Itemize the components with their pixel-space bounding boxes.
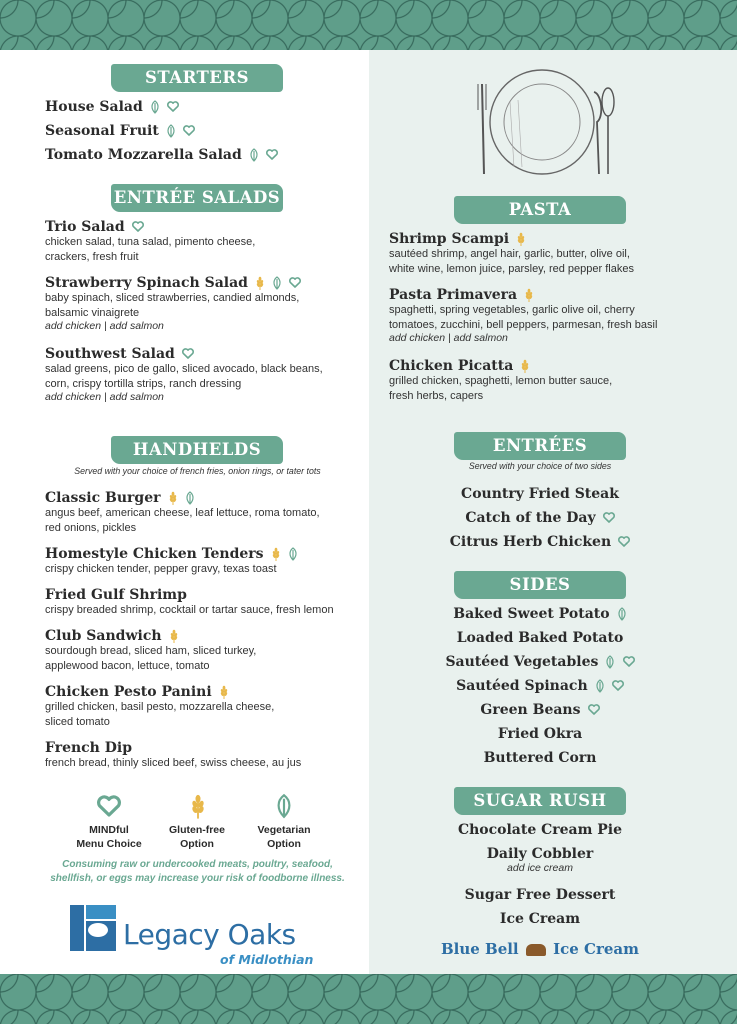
leaf-icon — [249, 148, 259, 162]
item-add-ons: add ice cream — [507, 862, 573, 874]
menu-item — [45, 625, 256, 673]
menu-item — [380, 651, 700, 670]
item-name: Ice Cream — [499, 911, 581, 927]
item-add-ons: add chicken | add salmon — [45, 391, 164, 403]
menu-item — [45, 120, 195, 139]
item-description: sautéed shrimp, angel hair, garlic, butter, olive oil, — [389, 248, 630, 260]
leaf-icon — [185, 491, 195, 505]
item-name: Country Fried Steak — [461, 486, 619, 502]
item-add-ons: add chicken | add salmon — [389, 332, 508, 344]
item-name: Sautéed Spinach — [456, 678, 588, 694]
menu-item — [380, 908, 700, 927]
wheat-icon — [524, 288, 534, 302]
item-name: Chicken Pesto Panini — [45, 684, 212, 700]
item-description: sourdough bread, sliced ham, sliced turkey, — [45, 645, 257, 657]
heart-icon — [289, 277, 301, 288]
heart-icon — [183, 125, 195, 136]
item-description: red onions, pickles — [45, 521, 137, 534]
item-name: Baked Sweet Potato — [453, 606, 610, 622]
wheat-icon — [516, 232, 526, 246]
menu-item — [380, 603, 700, 622]
menu-item — [389, 284, 657, 344]
item-description: spaghetti, spring vegetables, garlic olive oil, cherry — [389, 304, 635, 316]
menu-item — [380, 723, 700, 742]
item-name: Pasta Primavera — [389, 287, 518, 303]
menu-item — [45, 737, 301, 771]
legend-label: Menu Choice — [76, 838, 142, 850]
heart-icon — [266, 149, 278, 160]
item-description: tomatoes, zucchini, bell peppers, parmesan, fresh basil — [389, 318, 658, 331]
item-name: Buttered Corn — [483, 750, 597, 766]
wheat-icon — [271, 547, 281, 561]
heart-icon — [182, 348, 194, 359]
leaf-icon — [605, 655, 615, 669]
wheat-icon — [219, 685, 229, 699]
menu-item — [380, 483, 700, 502]
item-description: baby spinach, sliced strawberries, candied almonds, — [45, 292, 300, 304]
item-description: crackers, fresh fruit — [45, 250, 139, 263]
menu-item — [380, 843, 700, 874]
legacy-oaks-logo-mark — [70, 905, 116, 951]
legend-label: Option — [267, 838, 301, 850]
menu-item — [380, 747, 700, 766]
menu-item — [380, 627, 700, 646]
legend-vegetarian — [239, 823, 329, 851]
blue-bell-text: Blue Bell — [440, 940, 519, 958]
item-name: Strawberry Spinach Salad — [45, 275, 248, 291]
menu-item — [45, 487, 320, 535]
starters-heading: STARTERS — [111, 64, 283, 92]
item-name: Southwest Salad — [45, 346, 175, 362]
item-name: Tomato Mozzarella Salad — [45, 147, 242, 163]
legend-label: MINDful — [89, 824, 129, 836]
item-name: Homestyle Chicken Tenders — [45, 546, 264, 562]
heart-icon — [132, 221, 144, 232]
entrees-note: Served with your choice of two sides — [468, 461, 612, 471]
menu-item — [45, 584, 334, 618]
item-name: Fried Gulf Shrimp — [45, 587, 187, 603]
handhelds-heading: HANDHELDS — [111, 436, 283, 464]
item-name: Shrimp Scampi — [389, 231, 510, 247]
item-name: Sautéed Vegetables — [445, 654, 599, 670]
item-name: Citrus Herb Chicken — [449, 534, 612, 550]
item-description: applewood bacon, lettuce, tomato — [45, 659, 210, 672]
menu-item — [45, 216, 255, 264]
menu-item — [45, 96, 179, 115]
heart-icon — [603, 512, 615, 523]
item-name: Daily Cobbler — [486, 846, 594, 862]
legend-label: Vegetarian — [257, 824, 311, 836]
menu-item — [380, 884, 700, 903]
heart-icon — [612, 680, 624, 691]
leaf-icon — [288, 547, 298, 561]
item-description: grilled chicken, spaghetti, lemon butter sauce, — [389, 375, 613, 387]
item-add-ons: add chicken | add salmon — [45, 320, 164, 332]
item-description: crispy chicken tender, pepper gravy, texas toast — [45, 563, 277, 575]
item-name: Sugar Free Dessert — [464, 887, 616, 903]
menu-item — [45, 272, 301, 332]
leaf-icon — [150, 100, 160, 114]
item-description: chicken salad, tuna salad, pimento cheese, — [45, 236, 256, 248]
menu-item — [45, 144, 278, 163]
item-description: sliced tomato — [45, 715, 110, 728]
entrees-heading: ENTRÉES — [454, 432, 626, 460]
heart-icon — [623, 656, 635, 667]
wheat-icon — [168, 491, 178, 505]
item-name: Catch of the Day — [465, 510, 596, 526]
leaf-icon — [595, 679, 605, 693]
item-name: House Salad — [45, 99, 143, 115]
item-description: crispy breaded shrimp, cocktail or tartar sauce, fresh lemon — [45, 604, 334, 616]
heart-icon — [167, 101, 179, 112]
menu-item — [45, 543, 298, 577]
menu-item — [389, 228, 634, 276]
warning-line: shellfish, or eggs may increase your risk of foodborne illness. — [50, 873, 345, 884]
heart-icon — [588, 704, 600, 715]
menu-item — [380, 699, 700, 718]
cow-icon — [526, 944, 546, 956]
item-description: balsamic vinaigrete — [45, 306, 140, 319]
leaf-icon — [166, 124, 176, 138]
menu-item — [380, 819, 700, 838]
menu-item — [45, 681, 274, 729]
wheat-icon — [189, 793, 207, 819]
blue-bell-logo — [440, 940, 640, 958]
brand-name: Legacy Oaks — [123, 918, 296, 951]
item-name: Club Sandwich — [45, 628, 162, 644]
menu-item — [380, 507, 700, 526]
item-name: Seasonal Fruit — [45, 123, 159, 139]
sides-heading: SIDES — [454, 571, 626, 599]
food-safety-warning — [30, 858, 365, 886]
item-description: white wine, lemon juice, parsley, red pepper flakes — [389, 262, 634, 275]
wheat-icon — [169, 629, 179, 643]
wheat-icon — [520, 359, 530, 373]
entree-salads-heading: ENTRÉE SALADS — [111, 184, 283, 212]
item-name: Trio Salad — [45, 219, 125, 235]
item-name: French Dip — [45, 740, 132, 756]
menu-item — [380, 675, 700, 694]
menu-item — [389, 355, 612, 403]
item-description: french bread, thinly sliced beef, swiss cheese, au jus — [45, 757, 302, 769]
pasta-heading: PASTA — [454, 196, 626, 224]
item-description: fresh herbs, capers — [389, 389, 484, 402]
top-decorative-band — [0, 0, 737, 50]
heart-icon — [97, 795, 121, 817]
legend-label: Gluten-free — [168, 824, 225, 836]
leaf-icon — [275, 793, 293, 819]
brand-subtitle: of Midlothian — [220, 952, 314, 967]
legend-mindful — [64, 823, 154, 851]
menu-item — [380, 531, 700, 550]
heart-icon — [618, 536, 630, 547]
leaf-icon — [617, 607, 627, 621]
sugar-rush-heading: SUGAR RUSH — [454, 787, 626, 815]
item-name: Loaded Baked Potato — [456, 630, 624, 646]
leaf-icon — [272, 276, 282, 290]
legend-label: Option — [180, 838, 214, 850]
item-name: Chicken Picatta — [389, 358, 514, 374]
item-description: salad greens, pico de gallo, sliced avocado, black beans, — [45, 363, 323, 375]
item-description: angus beef, american cheese, leaf lettuce, roma tomato, — [45, 507, 320, 519]
handhelds-note: Served with your choice of french fries, onion rings, or tater tots — [74, 466, 321, 476]
plate-illustration — [470, 62, 620, 182]
item-name: Fried Okra — [497, 726, 583, 742]
item-name: Chocolate Cream Pie — [457, 822, 623, 838]
warning-line: Consuming raw or undercooked meats, poultry, seafood, — [62, 859, 333, 870]
item-description: corn, crispy tortilla strips, ranch dressing — [45, 377, 242, 390]
item-name: Classic Burger — [45, 490, 161, 506]
item-name: Green Beans — [480, 702, 581, 718]
ice-cream-text: Ice Cream — [553, 940, 640, 958]
item-description: grilled chicken, basil pesto, mozzarella cheese, — [45, 701, 275, 713]
wheat-icon — [255, 276, 265, 290]
legend-gluten-free — [152, 823, 242, 851]
menu-item — [45, 343, 323, 403]
bottom-decorative-band — [0, 974, 737, 1024]
